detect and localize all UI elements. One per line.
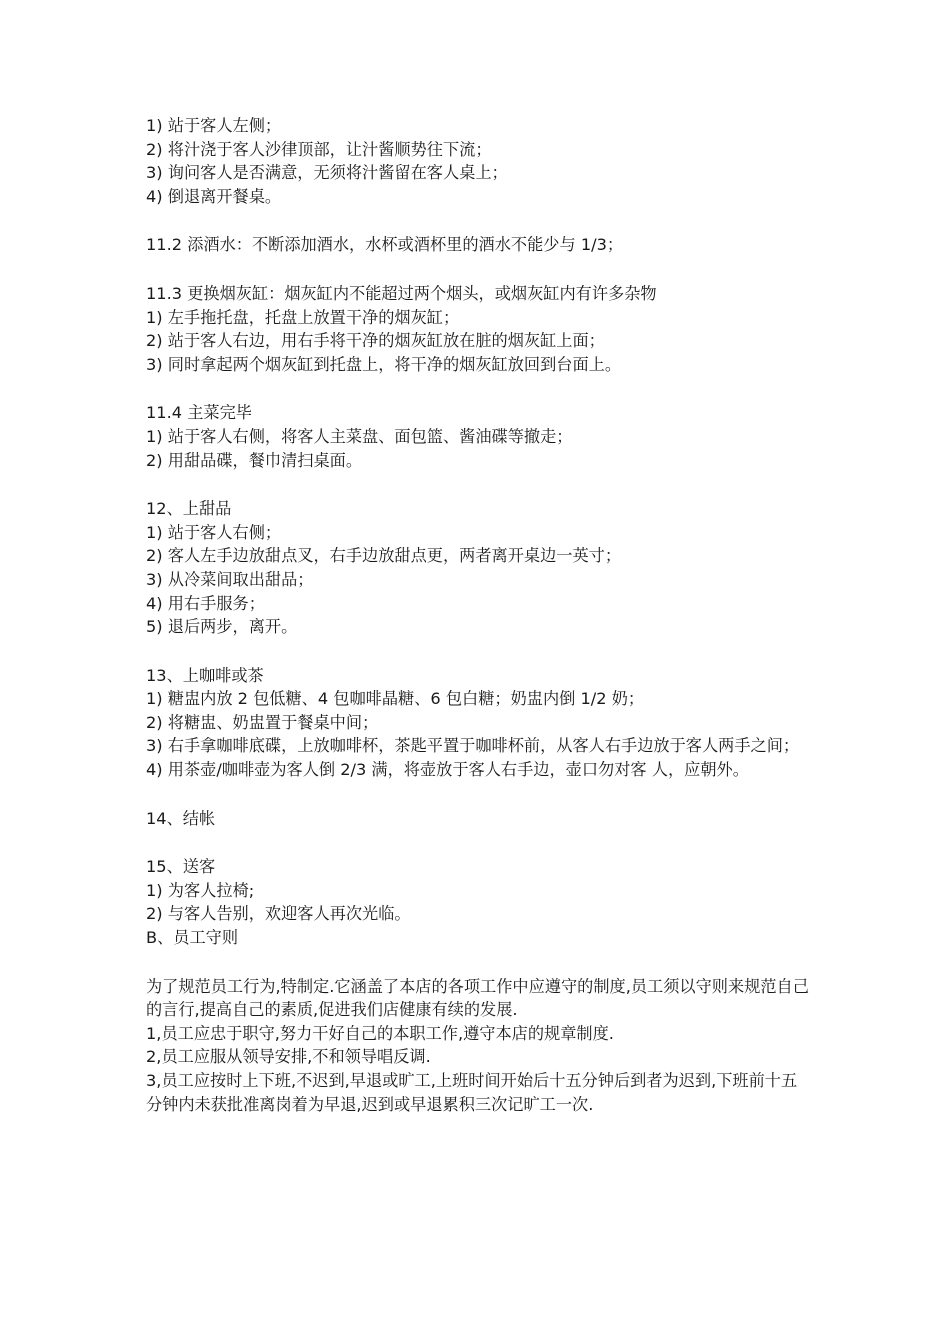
- list-item: 1) 站于客人右侧；: [146, 522, 282, 542]
- section-heading-14: 14、结帐: [146, 808, 216, 828]
- paragraph-intro: 为了规范员工行为,特制定.它涵盖了本店的各项工作中应遵守的制度,员工须以守则来规范自己的言行,提高自己的素质,促进我们店健康有续的发展.: [146, 976, 809, 1020]
- list-item: 5) 退后两步，离开。: [146, 617, 298, 637]
- list-item: 1) 糖盅内放 2 包低糖、4 包咖啡晶糖、6 包白糖；奶盅内倒 1/2 奶；: [146, 689, 645, 709]
- list-item: 3) 询问客人是否满意，无须将汁酱留在客人桌上；: [146, 163, 508, 183]
- list-item: 1) 左手拖托盘，托盘上放置干净的烟灰缸；: [146, 307, 460, 327]
- list-item: 2) 客人左手边放甜点叉，右手边放甜点更，两者离开桌边一英寸；: [146, 546, 622, 566]
- list-item: 2) 站于客人右边，用右手将干净的烟灰缸放在脏的烟灰缸上面；: [146, 331, 605, 351]
- spacer: [146, 208, 811, 233]
- list-item: 1) 为客人拉椅;: [146, 880, 255, 900]
- list-item: 1,员工应忠于职守,努力干好自己的本职工作,遵守本店的规章制度.: [146, 1023, 614, 1043]
- list-item: 3,员工应按时上下班,不迟到,早退或旷工,上班时间开始后十五分钟后到者为迟到,下班前十五分钟内未获批准离岗着为早退,迟到或早退累积三次记旷工一次.: [146, 1071, 798, 1114]
- spacer: [146, 472, 811, 497]
- spacer: [146, 782, 811, 807]
- document-page: [146, 114, 811, 1116]
- list-item: 2) 将糖盅、奶盅置于餐桌中间；: [146, 712, 379, 732]
- section-line-11-2: 11.2 添酒水：不断添加酒水，水杯或酒杯里的酒水不能少与 1/3；: [146, 235, 624, 255]
- list-item: 4) 倒退离开餐桌。: [146, 186, 282, 206]
- spacer: [146, 376, 811, 401]
- section-heading-11-3: 11.3 更换烟灰缸：烟灰缸内不能超过两个烟头，或烟灰缸内有许多杂物: [146, 283, 657, 303]
- list-item: 2) 用甜品碟，餐巾清扫桌面。: [146, 450, 363, 470]
- section-heading-12: 12、上甜品: [146, 499, 232, 519]
- list-item: 3) 同时拿起两个烟灰缸到托盘上，将干净的烟灰缸放回到台面上。: [146, 354, 622, 374]
- spacer: [146, 830, 811, 855]
- list-item: 1) 站于客人右侧，将客人主菜盘、面包篮、酱油碟等撤走；: [146, 426, 573, 446]
- list-item: 4) 用茶壶/咖啡壶为客人倒 2/3 满，将壶放于客人右手边，壶口勿对客 人，应朝外。: [146, 760, 749, 780]
- spacer: [146, 639, 811, 664]
- section-heading-15: 15、送客: [146, 857, 216, 877]
- list-item: 2) 将汁浇于客人沙律顶部，让汁酱顺势往下流；: [146, 139, 492, 159]
- section-heading-b: B、员工守则: [146, 928, 239, 948]
- list-item: 4) 用右手服务；: [146, 593, 265, 613]
- list-item: 1) 站于客人左侧；: [146, 116, 282, 135]
- spacer: [146, 950, 811, 975]
- list-item: 2,员工应服从领导安排,不和领导唱反调.: [146, 1047, 431, 1067]
- list-item: 3) 从冷菜间取出甜品；: [146, 569, 314, 589]
- list-item: 2) 与客人告别，欢迎客人再次光临。: [146, 904, 411, 924]
- section-heading-13: 13、上咖啡或茶: [146, 665, 264, 685]
- spacer: [146, 257, 811, 282]
- list-item: 3) 右手拿咖啡底碟，上放咖啡杯，茶匙平置于咖啡杯前，从客人右手边放于客人两手之间；: [146, 736, 800, 756]
- section-heading-11-4: 11.4 主菜完毕: [146, 403, 252, 423]
